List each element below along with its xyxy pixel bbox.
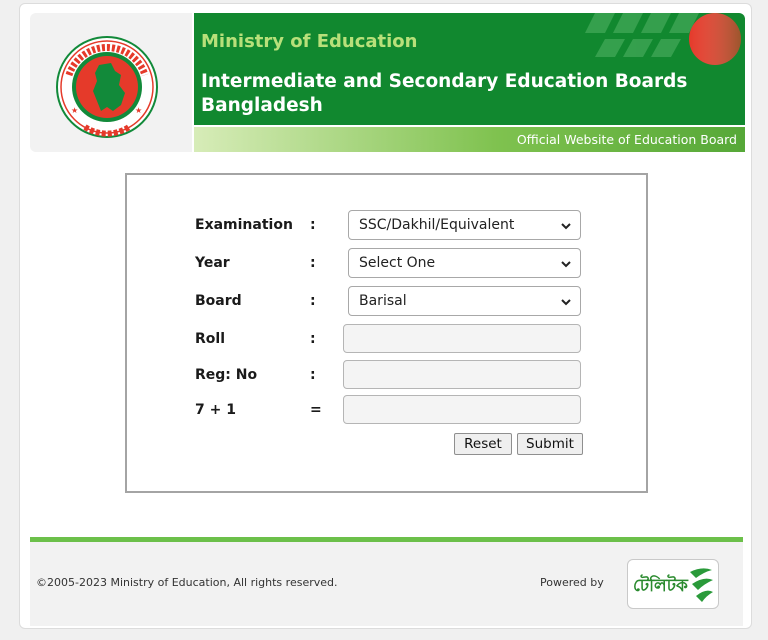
examination-label: Examination <box>195 217 293 233</box>
page-container <box>19 3 752 629</box>
site-header <box>30 13 743 152</box>
chevron-down-icon <box>560 220 572 232</box>
ministry-title: Ministry of Education <box>201 31 418 52</box>
board-select-value: Barisal <box>359 293 407 309</box>
boards-title-line2: Bangladesh <box>201 95 323 116</box>
form-row-captcha <box>127 395 646 425</box>
separator: : <box>310 217 316 233</box>
separator: : <box>310 367 316 383</box>
reg-no-label: Reg: No <box>195 367 258 383</box>
examination-select[interactable] <box>348 210 581 240</box>
logo-panel <box>30 13 192 152</box>
roll-input[interactable] <box>343 324 581 353</box>
header-subbar <box>194 127 745 152</box>
teletalk-logo-icon[interactable] <box>627 559 719 609</box>
year-select-value: Select One <box>359 255 436 271</box>
header-banner <box>194 13 745 125</box>
svg-text:★: ★ <box>135 106 143 115</box>
form-row-examination <box>127 210 646 240</box>
powered-by-label: Powered by <box>540 576 604 589</box>
reg-no-input[interactable] <box>343 360 581 389</box>
boards-title <box>201 70 721 118</box>
teletalk-logo-text: টেলিটক <box>633 576 688 596</box>
year-select[interactable] <box>348 248 581 278</box>
separator: : <box>310 293 316 309</box>
captcha-question: 7 + 1 <box>195 402 236 418</box>
chevron-down-icon <box>560 296 572 308</box>
form-row-year <box>127 248 646 278</box>
separator: = <box>310 402 322 418</box>
site-footer <box>30 542 743 626</box>
reset-button[interactable]: Reset <box>454 433 512 455</box>
form-row-reg-no <box>127 360 646 390</box>
svg-text:★: ★ <box>71 106 79 115</box>
form-row-roll <box>127 324 646 354</box>
separator: : <box>310 331 316 347</box>
separator: : <box>310 255 316 271</box>
official-website-label: Official Website of Education Board <box>516 132 737 147</box>
teletalk-swoosh-icon <box>688 566 714 604</box>
government-seal-icon <box>55 35 159 139</box>
board-label: Board <box>195 293 242 309</box>
examination-select-value: SSC/Dakhil/Equivalent <box>359 217 515 233</box>
roll-label: Roll <box>195 331 225 347</box>
captcha-input[interactable] <box>343 395 581 424</box>
form-row-board <box>127 286 646 316</box>
submit-button[interactable]: Submit <box>517 433 583 455</box>
result-form <box>125 173 648 493</box>
board-select[interactable] <box>348 286 581 316</box>
copyright-text: ©2005-2023 Ministry of Education, All rights reserved. <box>36 576 338 589</box>
chevron-down-icon <box>560 258 572 270</box>
year-label: Year <box>195 255 230 271</box>
boards-title-line1: Intermediate and Secondary Education Boards <box>201 71 688 92</box>
